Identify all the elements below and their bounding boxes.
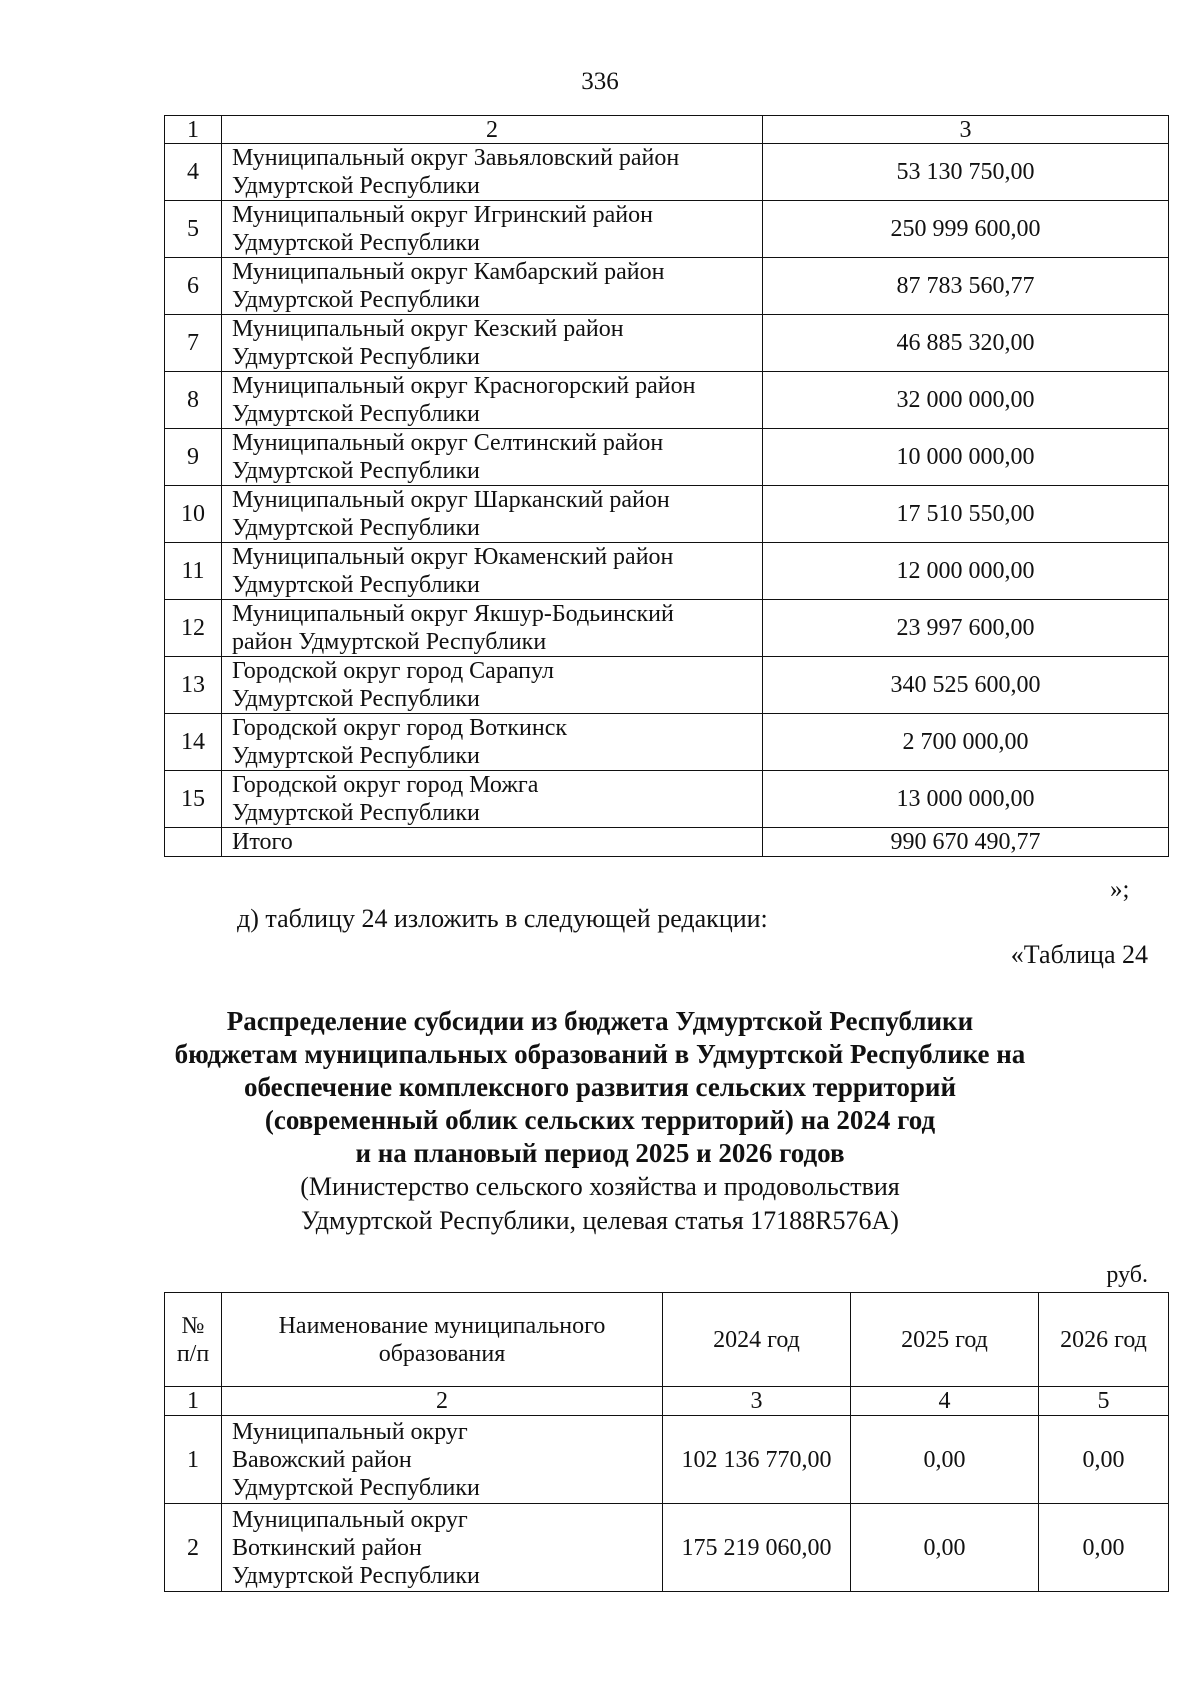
title-line: обеспечение комплексного развития сельских территорий (243, 1072, 957, 1102)
amount-2024: 102 136 770,00 (663, 1416, 851, 1504)
header-2026: 2026 год (1039, 1293, 1169, 1387)
row-number: 8 (165, 372, 222, 429)
table-label: «Таблица 24 (1010, 940, 1148, 969)
amount: 46 885 320,00 (763, 315, 1169, 372)
row-number: 5 (165, 201, 222, 258)
col-number-4: 4 (851, 1387, 1039, 1416)
row-number: 13 (165, 657, 222, 714)
table-continued (164, 115, 1169, 857)
title-line: (современный облик сельских территорий) на 2024 год (264, 1105, 936, 1135)
table-row (165, 714, 1169, 771)
amount: 32 000 000,00 (763, 372, 1169, 429)
row-number: 14 (165, 714, 222, 771)
header-2024: 2024 год (663, 1293, 851, 1387)
table-row (165, 372, 1169, 429)
row-number: 1 (165, 1416, 222, 1504)
municipality-name: Муниципальный округ Шарканский район Удмуртской Республики (222, 486, 763, 543)
table-row (165, 486, 1169, 543)
total-label: Итого (222, 828, 763, 857)
municipality-name: Муниципальный округ Воткинский район Удмуртской Республики (222, 1504, 663, 1592)
col-number-5: 5 (1039, 1387, 1169, 1416)
table-24 (164, 1292, 1169, 1592)
table-row (165, 1504, 1169, 1592)
amount-2024: 175 219 060,00 (663, 1504, 851, 1592)
amount-2026: 0,00 (1039, 1504, 1169, 1592)
total-number-cell (165, 828, 222, 857)
amount: 17 510 550,00 (763, 486, 1169, 543)
table-row (165, 600, 1169, 657)
amount-2025: 0,00 (851, 1416, 1039, 1504)
subtitle-line: Удмуртской Республики, целевая статья 17188R576A) (301, 1206, 899, 1235)
table-row (165, 201, 1169, 258)
instruction-text: д) таблицу 24 изложить в следующей редакции: (237, 904, 768, 933)
currency-unit: руб. (1106, 1262, 1148, 1288)
col-number-2: 2 (222, 116, 763, 144)
row-number: 4 (165, 144, 222, 201)
municipality-name: Муниципальный округ Юкаменский район Удмуртской Республики (222, 543, 763, 600)
table-row (165, 144, 1169, 201)
table-row (165, 258, 1169, 315)
col-number-3: 3 (663, 1387, 851, 1416)
row-number: 10 (165, 486, 222, 543)
amount: 12 000 000,00 (763, 543, 1169, 600)
municipality-name: Муниципальный округ Игринский район Удмуртской Республики (222, 201, 763, 258)
amount: 2 700 000,00 (763, 714, 1169, 771)
subtitle-line: (Министерство сельского хозяйства и продовольствия (300, 1172, 900, 1201)
amount: 10 000 000,00 (763, 429, 1169, 486)
amount: 87 783 560,77 (763, 258, 1169, 315)
header-2025: 2025 год (851, 1293, 1039, 1387)
municipality-name: Муниципальный округ Селтинский район Удмуртской Республики (222, 429, 763, 486)
table-total-row (165, 828, 1169, 857)
table-row (165, 1416, 1169, 1504)
amount: 13 000 000,00 (763, 771, 1169, 828)
municipality-name: Муниципальный округ Красногорский район Удмуртской Республики (222, 372, 763, 429)
municipality-name: Муниципальный округ Якшур-Бодьинский район Удмуртской Республики (222, 600, 763, 657)
table-header-row (165, 1293, 1169, 1387)
row-number: 2 (165, 1504, 222, 1592)
municipality-name: Городской округ город Сарапул Удмуртской Республики (222, 657, 763, 714)
amount: 250 999 600,00 (763, 201, 1169, 258)
table-row (165, 771, 1169, 828)
amount-2026: 0,00 (1039, 1416, 1169, 1504)
amount-2025: 0,00 (851, 1504, 1039, 1592)
row-number: 11 (165, 543, 222, 600)
row-number: 7 (165, 315, 222, 372)
header-municipality: Наименование муниципального образования (222, 1293, 663, 1387)
amount: 53 130 750,00 (763, 144, 1169, 201)
municipality-name: Муниципальный округ Камбарский район Удмуртской Республики (222, 258, 763, 315)
municipality-name: Городской округ город Можга Удмуртской Республики (222, 771, 763, 828)
table-row (165, 543, 1169, 600)
title-line: Распределение субсидии из бюджета Удмуртской Республики (226, 1006, 974, 1036)
table-row (165, 429, 1169, 486)
title-line: и на плановый период 2025 и 2026 годов (355, 1138, 845, 1168)
total-amount: 990 670 490,77 (763, 828, 1169, 857)
table-row (165, 657, 1169, 714)
row-number: 9 (165, 429, 222, 486)
municipality-name: Муниципальный округ Завьяловский район Удмуртской Республики (222, 144, 763, 201)
municipality-name: Муниципальный округ Вавожский район Удмуртской Республики (222, 1416, 663, 1504)
closing-quote: »; (1110, 876, 1130, 903)
row-number: 6 (165, 258, 222, 315)
row-number: 12 (165, 600, 222, 657)
col-number-3: 3 (763, 116, 1169, 144)
table-header-row (165, 116, 1169, 144)
municipality-name: Муниципальный округ Кезский район Удмуртской Республики (222, 315, 763, 372)
municipality-name: Городской округ город Воткинск Удмуртской Республики (222, 714, 763, 771)
header-number: № п/п (165, 1293, 222, 1387)
document-title (0, 1005, 1200, 1238)
page-number: 336 (581, 68, 619, 95)
col-number-1: 1 (165, 116, 222, 144)
column-number-row (165, 1387, 1169, 1416)
col-number-1: 1 (165, 1387, 222, 1416)
row-number: 15 (165, 771, 222, 828)
amount: 340 525 600,00 (763, 657, 1169, 714)
title-line: бюджетам муниципальных образований в Удмуртской Республике на (174, 1039, 1026, 1069)
col-number-2: 2 (222, 1387, 663, 1416)
table-row (165, 315, 1169, 372)
amount: 23 997 600,00 (763, 600, 1169, 657)
